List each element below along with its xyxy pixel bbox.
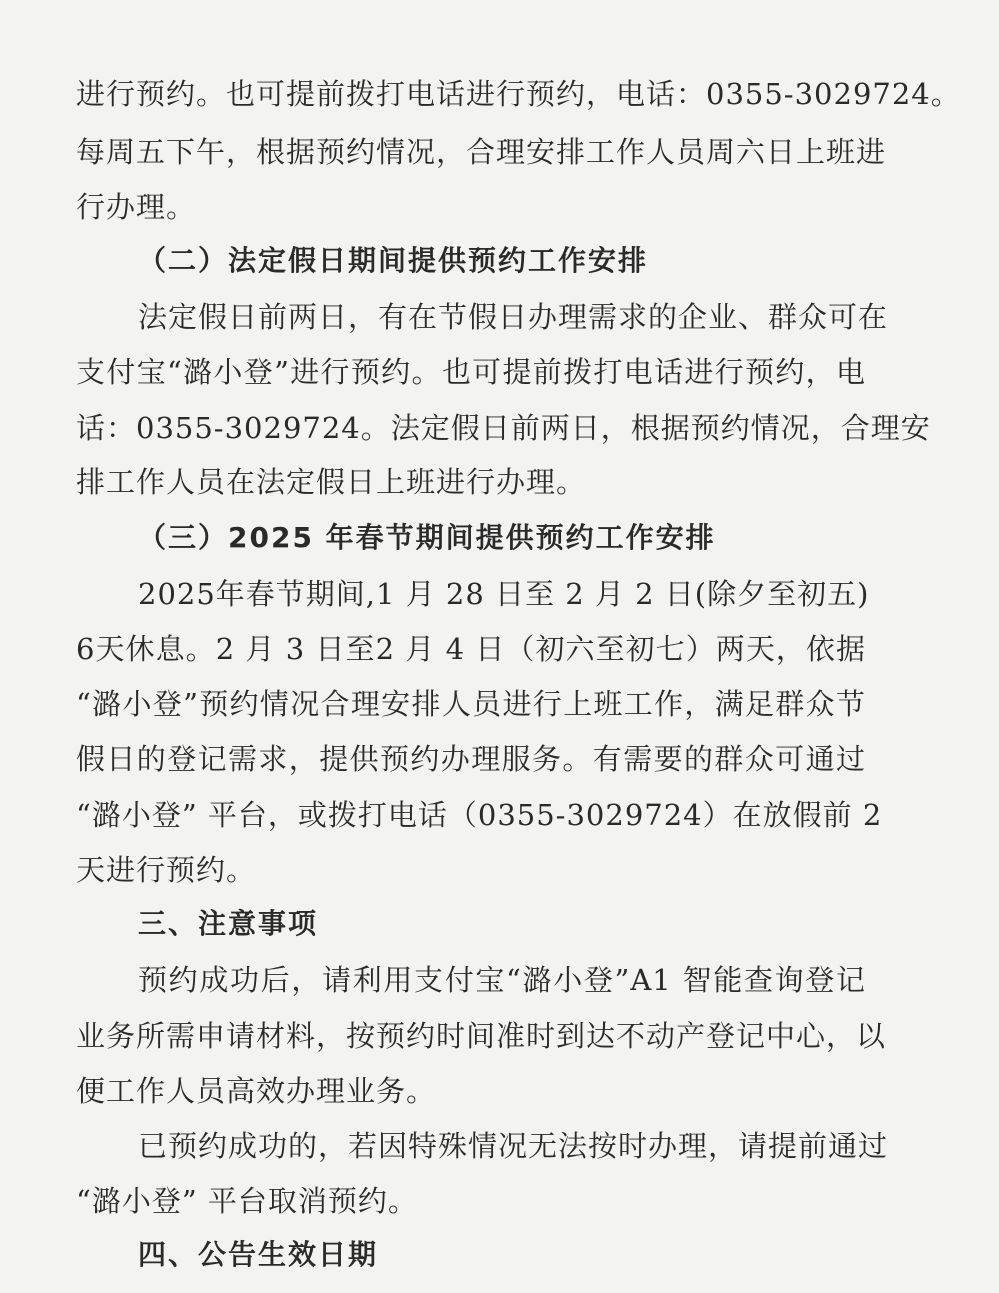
paragraph-line: 排工作人员在法定假日上班进行办理。 bbox=[76, 465, 587, 499]
paragraph-line: 假日的登记需求，提供预约办理服务。有需要的群众可通过 bbox=[76, 742, 866, 776]
paragraph-line: “潞小登”预约情况合理安排人员进行上班工作，满足群众节 bbox=[76, 687, 866, 721]
paragraph-line: 进行预约。也可提前拨打电话进行预约，电话：0355-3029724。 bbox=[76, 77, 961, 111]
paragraph-line: 6天休息。2 月 3 日至2 月 4 日（初六至初七）两天，依据 bbox=[76, 632, 866, 666]
paragraph-line: “潞小登” 平台取消预约。 bbox=[76, 1184, 418, 1218]
paragraph-line: 每周五下午，根据预约情况，合理安排工作人员周六日上班进 bbox=[76, 135, 887, 169]
paragraph-line: 便工作人员高效办理业务。 bbox=[76, 1074, 437, 1108]
paragraph-line: 天进行预约。 bbox=[76, 853, 257, 887]
paragraph-line: 2025年春节期间,1 月 28 日至 2 月 2 日(除夕至初五) bbox=[138, 577, 870, 611]
section-heading-2-2: （二）法定假日期间提供预约工作安排 bbox=[138, 244, 649, 277]
paragraph-line: 业务所需申请材料，按预约时间准时到达不动产登记中心，以 bbox=[76, 1019, 887, 1053]
section-heading-2-3: （三）2025 年春节期间提供预约工作安排 bbox=[138, 521, 716, 554]
paragraph-line: 预约成功后，请利用支付宝“潞小登”A1 智能查询登记 bbox=[138, 963, 866, 997]
paragraph-line: 法定假日前两日，有在节假日办理需求的企业、群众可在 bbox=[138, 300, 889, 334]
paragraph-line: 话：0355-3029724。法定假日前两日，根据预约情况，合理安 bbox=[76, 411, 931, 445]
paragraph-line: 支付宝“潞小登”进行预约。也可提前拨打电话进行预约，电 bbox=[76, 355, 866, 389]
paragraph-line: 行办理。 bbox=[76, 190, 197, 224]
section-heading-3: 三、注意事项 bbox=[138, 907, 319, 940]
section-heading-4: 四、公告生效日期 bbox=[138, 1238, 379, 1271]
paragraph-line: 已预约成功的，若因特殊情况无法按时办理，请提前通过 bbox=[138, 1129, 889, 1163]
paragraph-line: “潞小登” 平台，或拨打电话（0355-3029724）在放假前 2 bbox=[76, 798, 883, 832]
